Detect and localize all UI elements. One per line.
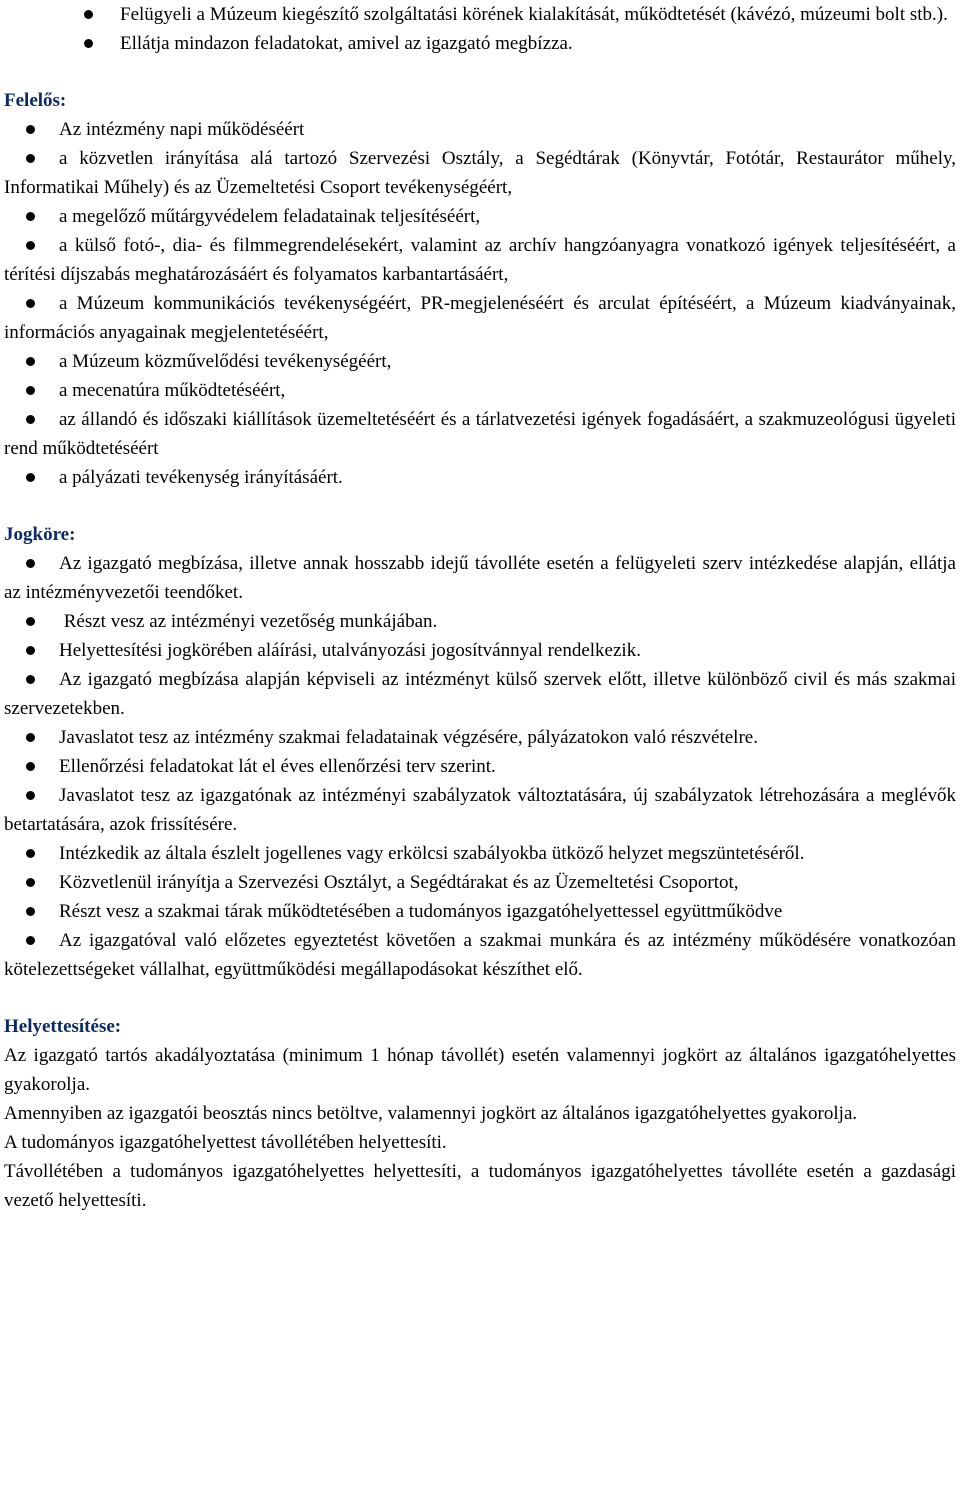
- paragraph: Amennyiben az igazgatói beosztás nincs betöltve, valamennyi jogkört az általános igazgatóhelyettes gyakorolja.: [4, 1103, 858, 1124]
- bullet-icon: [4, 636, 59, 665]
- list-item: Részt vesz a szakmai tárak működtetésében a tudományos igazgatóhelyettessel együttműködve: [4, 897, 956, 926]
- spacer: [4, 58, 956, 86]
- list-item: a pályázati tevékenység irányításáért.: [4, 463, 956, 492]
- list-item: a Múzeum kommunikációs tevékenységéért, PR-megjelenéséért és arculat építéséért, a Múzeum kiadványainak, információs anyagainak megjelentetéséért,: [4, 289, 956, 347]
- list-item: a megelőző műtárgyvédelem feladatainak teljesítéséért,: [4, 202, 956, 231]
- bullet-icon: [4, 781, 59, 810]
- paragraph: Az igazgató tartós akadályoztatása (minimum 1 hónap távollét) esetén valamennyi jogkört az általános igazgatóhelyettes gyakorolja.: [4, 1045, 956, 1095]
- bullet-icon: [62, 29, 120, 58]
- bullet-icon: [4, 347, 59, 376]
- list-item: az állandó és időszaki kiállítások üzemeltetéséért és a tárlatvezetési igények fogadásáért, a szakmuzeológusi ügyeleti rend működtetéséért: [4, 405, 956, 463]
- list-item: Részt vesz az intézményi vezetőség munkájában.: [4, 607, 956, 636]
- spacer: [4, 492, 956, 520]
- list-item: Az intézmény napi működéséért: [4, 115, 956, 144]
- list-item: Az igazgatóval való előzetes egyeztetést követően a szakmai munkára és az intézmény működésére vonatkozóan kötelezettségeket vállalhat, együttműködési megállapodásokat készíthet elő.: [4, 926, 956, 984]
- section-heading: Felelős:: [4, 90, 67, 111]
- list-item: a mecenatúra működtetéséért,: [4, 376, 956, 405]
- bullet-icon: [4, 897, 59, 926]
- bullet-icon: [4, 752, 59, 781]
- list-item: Az igazgató megbízása alapján képviseli az intézményt külső szervek előtt, illetve különböző civil és más szakmai szervezetekben.: [4, 665, 956, 723]
- bullet-icon: [4, 665, 59, 694]
- bullet-icon: [4, 926, 59, 955]
- list-item: a Múzeum közművelődési tevékenységéért,: [4, 347, 956, 376]
- top-list: [4, 0, 956, 58]
- section-heading: Helyettesítése:: [4, 1016, 122, 1037]
- paragraph: A tudományos igazgatóhelyettest távollétében helyettesíti.: [4, 1132, 447, 1153]
- list-item: a külső fotó-, dia- és filmmegrendelésekért, valamint az archív hangzóanyagra vonatkozó igények teljesítéséért, a térítési díjszabás meghatározásáért és folyamatos karbantartásáért,: [4, 231, 956, 289]
- list-item: Közvetlenül irányítja a Szervezési Osztályt, a Segédtárakat és az Üzemeltetési Csoportot,: [4, 868, 956, 897]
- bullet-icon: [4, 144, 59, 173]
- bullet-icon: [4, 376, 59, 405]
- paragraph: Távollétében a tudományos igazgatóhelyettes helyettesíti, a tudományos igazgatóhelyettes távolléte esetén a gazdasági vezető helyettesíti.: [4, 1161, 956, 1211]
- list-item: Felügyeli a Múzeum kiegészítő szolgáltatási körének kialakítását, működtetését (kávézó, múzeumi bolt stb.).: [62, 0, 956, 29]
- bullet-icon: [4, 607, 59, 636]
- list-item: Ellenőrzési feladatokat lát el éves ellenőrzési terv szerint.: [4, 752, 956, 781]
- bullet-icon: [4, 289, 59, 318]
- bullet-icon: [4, 231, 59, 260]
- bullet-icon: [4, 839, 59, 868]
- list-item: Helyettesítési jogkörében aláírási, utalványozási jogosítvánnyal rendelkezik.: [4, 636, 956, 665]
- bullet-icon: [4, 202, 59, 231]
- bullet-icon: [4, 549, 59, 578]
- bullet-icon: [4, 723, 59, 752]
- list-item: Intézkedik az általa észlelt jogellenes vagy erkölcsi szabályokba ütköző helyzet megszüntetéséről.: [4, 839, 956, 868]
- section-jogkore: [4, 520, 956, 984]
- list-item: Javaslatot tesz az igazgatónak az intézményi szabályzatok változtatására, új szabályzatok létrehozására a meglévők betartatására, azok frissítésére.: [4, 781, 956, 839]
- list-item: Az igazgató megbízása, illetve annak hosszabb idejű távolléte esetén a felügyeleti szerv intézkedése alapján, ellátja az intézményvezetői teendőket.: [4, 549, 956, 607]
- bullet-icon: [62, 0, 120, 29]
- section-helyettesitese: [4, 1012, 956, 1215]
- bullet-icon: [4, 868, 59, 897]
- bullet-icon: [4, 405, 59, 434]
- section-heading: Jogköre:: [4, 524, 76, 545]
- spacer: [4, 984, 956, 1012]
- section-felelos: [4, 86, 956, 492]
- list-item: Javaslatot tesz az intézmény szakmai feladatainak végzésére, pályázatokon való részvételre.: [4, 723, 956, 752]
- list-item: a közvetlen irányítása alá tartozó Szervezési Osztály, a Segédtárak (Könyvtár, Fotótár, Restaurátor műhely, Informatikai Műhely) és az Üzemeltetési Csoport tevékenységéért,: [4, 144, 956, 202]
- list-item: Ellátja mindazon feladatokat, amivel az igazgató megbízza.: [62, 29, 956, 58]
- bullet-icon: [4, 463, 59, 492]
- bullet-icon: [4, 115, 59, 144]
